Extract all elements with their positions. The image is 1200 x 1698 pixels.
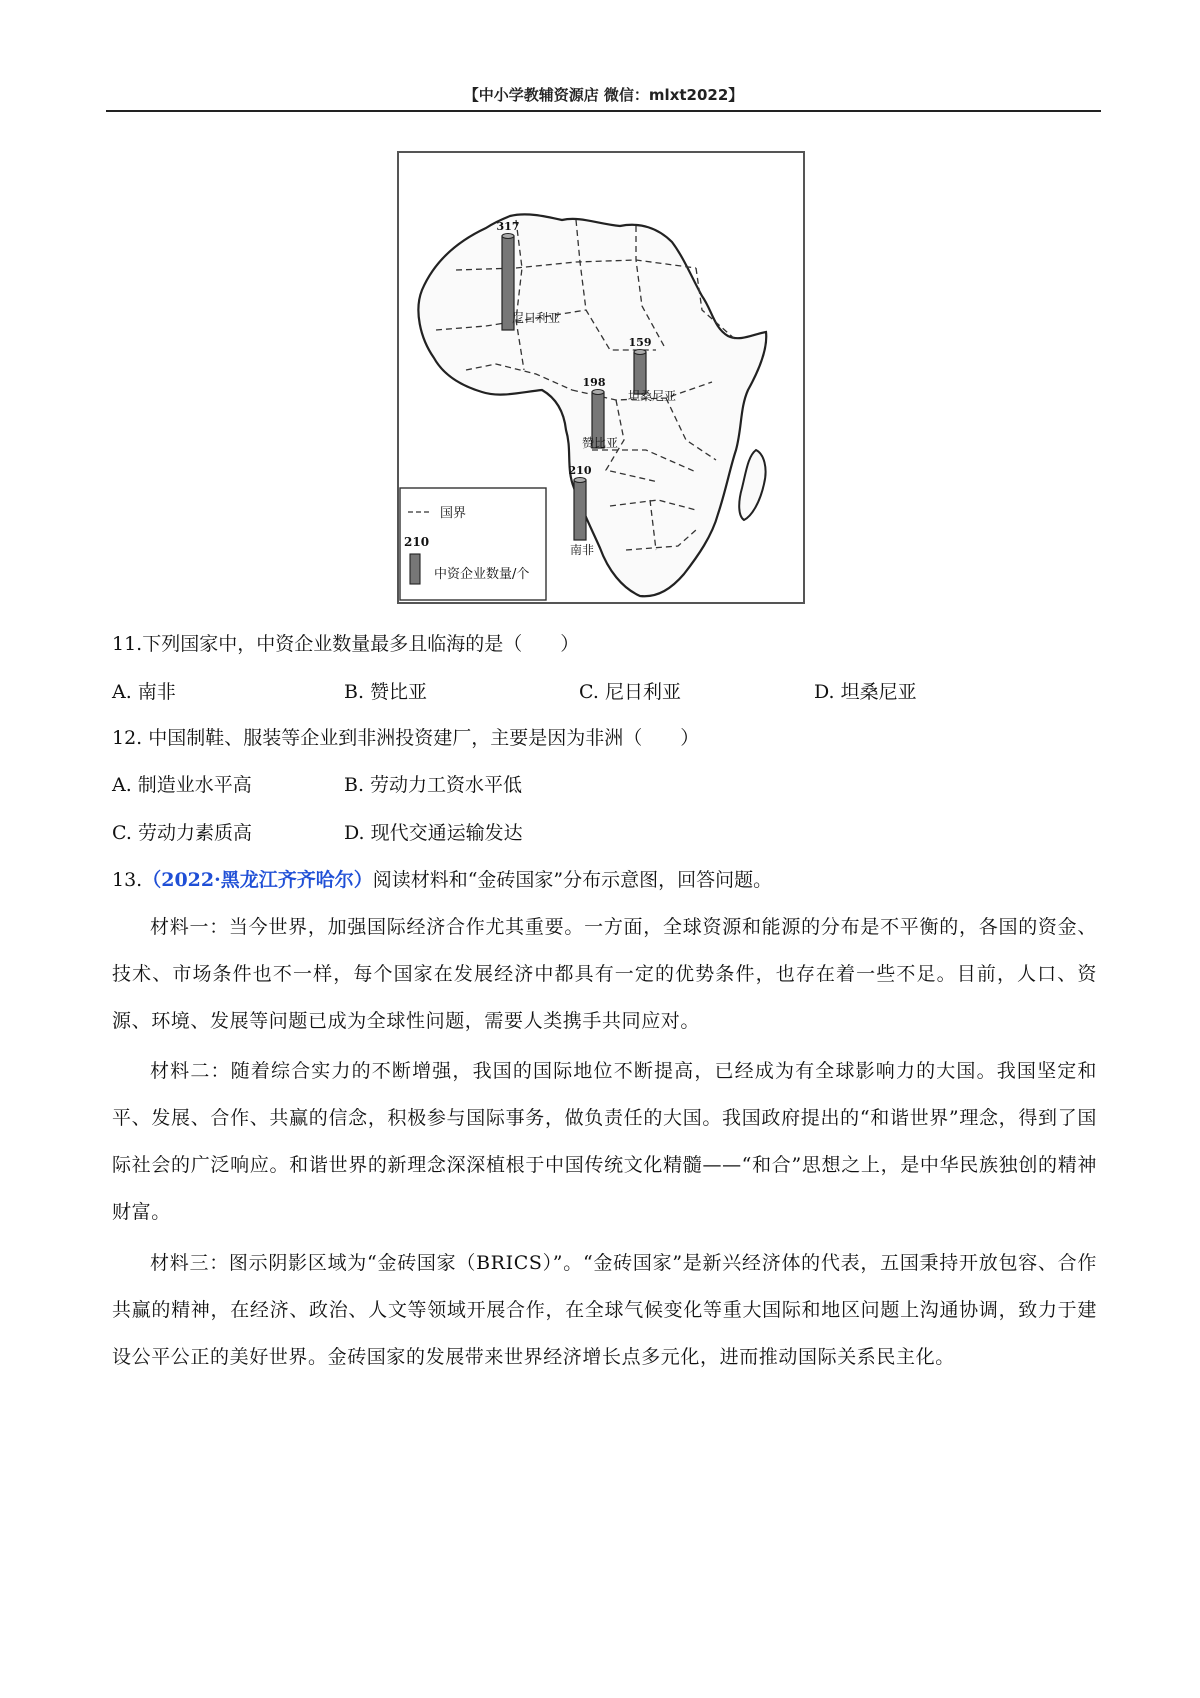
bar-nigeria-cap xyxy=(502,234,514,239)
question-11-option-a: A. 南非 xyxy=(112,681,176,703)
bar-south-africa-label: 南非 xyxy=(569,543,595,557)
question-12-stem: 12. 中国制鞋、服装等企业到非洲投资建厂，主要是因为非洲（ ） xyxy=(112,727,700,749)
bar-zambia-cap xyxy=(592,390,604,395)
bar-tanzania-value: 159 xyxy=(628,336,652,349)
bar-zambia-label: 赞比亚 xyxy=(581,436,619,450)
question-13-header xyxy=(112,868,772,892)
question-13-source: （2022·黑龙江齐齐哈尔） xyxy=(142,869,373,891)
question-12-option-b: B. 劳动力工资水平低 xyxy=(344,774,523,796)
legend-boundary-label: 国界 xyxy=(440,506,467,521)
map-legend xyxy=(400,488,546,600)
legend-bar-label: 中资企业数量/个 xyxy=(434,567,530,582)
material-1: 材料一：当今世界，加强国际经济合作尤其重要。一方面，全球资源和能源的分布是不平衡的，各国的资金、技术、市场条件也不一样，每个国家在发展经济中都具有一定的优势条件，也存在着一些不足。目前，人口、资源、环境、发展等问题已成为全球性问题，需要人类携手共同应对。 xyxy=(112,916,1097,1032)
question-13-number: 13. xyxy=(112,869,143,891)
bar-south-africa-cap xyxy=(574,478,586,483)
legend-bar-sample-value: 210 xyxy=(404,535,430,549)
page-header: 【中小学教辅资源店 微信：mlxt2022】 xyxy=(463,86,744,104)
question-11-option-b: B. 赞比亚 xyxy=(344,681,428,703)
bar-nigeria-value: 317 xyxy=(496,220,520,233)
bar-tanzania-label: 坦桑尼亚 xyxy=(627,389,677,403)
africa-map-figure xyxy=(396,150,806,605)
question-11-stem: 11.下列国家中，中资企业数量最多且临海的是（ ） xyxy=(112,633,580,655)
question-11-option-d: D. 坦桑尼亚 xyxy=(814,681,917,703)
bar-nigeria-label: 尼日利亚 xyxy=(511,311,561,325)
bar-tanzania-cap xyxy=(634,350,646,355)
question-12-option-c: C. 劳动力素质高 xyxy=(112,822,252,844)
material-3: 材料三：图示阴影区域为“金砖国家（BRICS）”。“金砖国家”是新兴经济体的代表，五国秉持开放包容、合作共赢的精神，在经济、政治、人文等领域开展合作，在全球气候变化等重大国际和地区问题上沟通协调，致力于建设公平公正的美好世界。金砖国家的发展带来世界经济增长点多元化，进而推动国际关系民主化。 xyxy=(112,1252,1097,1368)
question-11-option-c: C. 尼日利亚 xyxy=(579,681,681,703)
question-12-option-a: A. 制造业水平高 xyxy=(112,774,252,796)
bar-tanzania-column xyxy=(634,352,646,394)
question-13-stem: 阅读材料和“金砖国家”分布示意图，回答问题。 xyxy=(372,869,773,891)
bar-zambia-value: 198 xyxy=(582,376,606,389)
header-rule xyxy=(106,110,1101,112)
bar-south-africa-column xyxy=(574,480,586,540)
question-12-option-d: D. 现代交通运输发达 xyxy=(344,822,523,844)
africa-map-svg xyxy=(396,150,806,605)
bar-south-africa-value: 210 xyxy=(568,464,592,477)
material-2: 材料二：随着综合实力的不断增强，我国的国际地位不断提高，已经成为有全球影响力的大国。我国坚定和平、发展、合作、共赢的信念，积极参与国际事务，做负责任的大国。我国政府提出的“和谐世界”理念，得到了国际社会的广泛响应。和谐世界的新理念深深植根于中国传统文化精髓——“和合”思想之上，是中华民族独创的精神财富。 xyxy=(112,1060,1097,1223)
legend-bar-sample xyxy=(410,554,420,584)
